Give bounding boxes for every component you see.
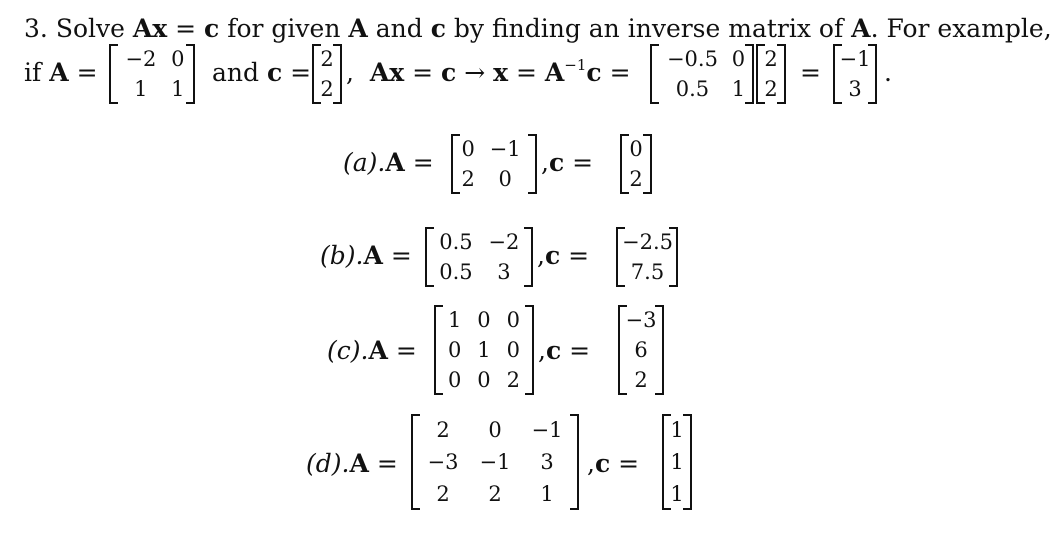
matrix-entry: 2	[629, 166, 643, 191]
equals-sign: =	[618, 449, 640, 478]
matrix-entries	[115, 44, 189, 104]
part-c-label	[327, 336, 417, 366]
part-c-c-label	[538, 336, 590, 366]
matrix-row	[839, 74, 871, 104]
equals-sign: =	[569, 336, 591, 365]
comma: ,	[346, 58, 354, 87]
statement-text: and	[367, 14, 431, 43]
part-a-matrix-A	[451, 134, 537, 194]
right-bracket	[655, 305, 664, 395]
right-bracket	[333, 44, 342, 104]
part-d-c-label	[587, 449, 639, 479]
matrix-entry: 0	[477, 307, 491, 332]
math-c: c	[586, 58, 602, 87]
equals-sign: =	[376, 449, 398, 478]
right-bracket	[528, 134, 537, 194]
right-bracket	[525, 305, 534, 395]
matrix-entry: 0	[477, 367, 491, 392]
math-c: c	[548, 148, 565, 177]
math-c: c	[266, 58, 283, 87]
statement-text: . For example,	[870, 14, 1052, 43]
matrix-entries	[457, 134, 531, 194]
matrix-entry: 0.5	[439, 229, 473, 254]
part-label: (b).	[320, 241, 364, 270]
matrix-entries	[440, 305, 528, 395]
matrix-entry: 1	[447, 307, 462, 332]
statement-text: by finding an inverse matrix of	[445, 14, 852, 43]
part-b-vector-c	[616, 227, 678, 287]
comma: ,	[538, 336, 546, 365]
math-c: c	[204, 14, 220, 43]
matrix-row	[115, 44, 189, 74]
matrix-entry: 0.5	[439, 259, 473, 284]
matrix-row	[417, 446, 573, 478]
matrix-row	[457, 164, 531, 194]
matrix-entry: 2	[461, 166, 475, 191]
math-c: c	[545, 336, 562, 365]
matrix-entry: 0	[488, 417, 502, 442]
matrix-row	[431, 227, 527, 257]
matrix-entry: 2	[320, 46, 334, 71]
part-label: (d).	[306, 449, 350, 478]
right-bracket	[186, 44, 195, 104]
matrix-entry: −0.5	[666, 46, 718, 71]
matrix-row	[624, 365, 658, 395]
matrix-entry: 1	[731, 76, 746, 101]
matrix-entry: 1	[670, 449, 684, 474]
matrix-entry: 2	[436, 417, 450, 442]
example-chain	[346, 58, 631, 91]
part-c-vector-c	[618, 305, 664, 395]
matrix-entry: 2	[764, 46, 778, 71]
matrix-entries	[839, 44, 871, 104]
matrix-entry: −1	[489, 136, 521, 161]
right-bracket	[745, 44, 754, 104]
comma: ,	[537, 241, 545, 270]
right-bracket	[524, 227, 533, 287]
part-a-vector-c	[620, 134, 652, 194]
statement-text: =	[167, 14, 205, 43]
math-A: A	[851, 14, 871, 43]
math-A: A	[385, 148, 405, 177]
equals-sign: =	[515, 58, 537, 87]
matrix-entry: 3	[540, 449, 554, 474]
matrix-entry: 0	[506, 307, 521, 332]
matrix-entry: 0	[731, 46, 746, 71]
math-A: A	[348, 14, 368, 43]
matrix-entry: 3	[497, 259, 511, 284]
matrix-entry: 1	[171, 76, 185, 101]
math-c: c	[594, 449, 611, 478]
matrix-entries	[624, 305, 658, 395]
matrix-entry: −3	[625, 307, 657, 332]
matrix-row	[417, 478, 573, 510]
problem-statement-line-1	[24, 14, 1052, 44]
math-c: c	[430, 14, 446, 43]
math-c: c	[441, 58, 457, 87]
matrix-entry: −1	[479, 449, 511, 474]
if-text: if	[24, 58, 50, 87]
matrix-entry: 0	[506, 337, 521, 362]
matrix-row	[417, 414, 573, 446]
equals-sign: =	[390, 241, 412, 270]
matrix-row	[624, 335, 658, 365]
right-bracket	[868, 44, 877, 104]
matrix-entry: 2	[436, 481, 450, 506]
equals-sign: =	[412, 58, 434, 87]
matrix-entries	[656, 44, 748, 104]
math-Ax: Ax	[132, 14, 168, 43]
equals-sign: =	[395, 336, 417, 365]
equals-sign: =	[609, 58, 631, 87]
example-period: .	[884, 58, 892, 87]
part-b-label	[320, 241, 412, 271]
example-result-vector	[833, 44, 877, 104]
matrix-row	[457, 134, 531, 164]
matrix-entry: 2	[764, 76, 778, 101]
matrix-row	[115, 74, 189, 104]
matrix-entry: 1	[670, 417, 684, 442]
math-A: A	[368, 336, 388, 365]
matrix-entry: −2	[125, 46, 157, 71]
part-label: (c).	[327, 336, 369, 365]
matrix-entry: −2.5	[622, 229, 673, 254]
part-d-label	[306, 449, 398, 479]
part-b-c-label	[537, 241, 589, 271]
inverse-superscript: −1	[564, 56, 587, 74]
problem-number: 3.	[24, 14, 48, 43]
comma: ,	[541, 148, 549, 177]
matrix-entry: 6	[634, 337, 648, 362]
equals-sign: =	[572, 148, 594, 177]
matrix-entry: 0	[447, 367, 462, 392]
statement-text: Solve	[55, 14, 133, 43]
equals-sign: =	[412, 148, 434, 177]
equals-sign: =	[290, 58, 312, 87]
right-bracket	[683, 414, 692, 510]
matrix-row	[440, 335, 528, 365]
matrix-entry: −3	[427, 449, 459, 474]
matrix-entry: 2	[634, 367, 648, 392]
matrix-row	[622, 257, 673, 287]
matrix-row	[431, 257, 527, 287]
math-Ax: Ax	[369, 58, 405, 87]
matrix-entry: −1	[839, 46, 871, 71]
matrix-entry: 1	[670, 481, 684, 506]
matrix-entries	[431, 227, 527, 287]
matrix-entry: 2	[488, 481, 502, 506]
matrix-entry: 1	[477, 337, 491, 362]
matrix-row	[622, 227, 673, 257]
example-if-label	[24, 58, 98, 88]
matrix-entry: 0	[171, 46, 185, 71]
part-d-matrix-A	[411, 414, 579, 510]
math-A: A	[363, 241, 383, 270]
matrix-entry: 0	[629, 136, 643, 161]
example-matrix-Ainv	[650, 44, 754, 104]
matrix-entry: 0.5	[675, 76, 710, 101]
matrix-row	[839, 44, 871, 74]
equals-sign: =	[568, 241, 590, 270]
matrix-entry: 1	[134, 76, 148, 101]
matrix-entry: 1	[540, 481, 554, 506]
matrix-entry: 0	[461, 136, 475, 161]
part-a-c-label	[541, 148, 593, 178]
matrix-entry: 2	[320, 76, 334, 101]
math-A: A	[544, 58, 565, 87]
statement-text: for given	[219, 14, 349, 43]
example-vector-c	[312, 44, 342, 104]
part-b-matrix-A	[425, 227, 533, 287]
right-bracket	[643, 134, 652, 194]
math-A: A	[349, 449, 369, 478]
matrix-row	[624, 305, 658, 335]
matrix-entry: 2	[506, 367, 521, 392]
equals-sign: =	[76, 58, 98, 87]
math-c: c	[544, 241, 561, 270]
math-A: A	[49, 58, 69, 87]
matrix-entry: 7.5	[630, 259, 665, 284]
right-bracket	[777, 44, 786, 104]
part-d-vector-c	[662, 414, 692, 510]
matrix-entry: 0	[447, 337, 462, 362]
matrix-entry: 3	[848, 76, 862, 101]
matrix-entries	[622, 227, 673, 287]
right-bracket	[669, 227, 678, 287]
right-bracket	[570, 414, 579, 510]
comma: ,	[587, 449, 595, 478]
part-c-matrix-A	[434, 305, 534, 395]
matrix-row	[440, 305, 528, 335]
and-text: and	[212, 58, 267, 87]
matrix-row	[656, 74, 748, 104]
matrix-entries	[417, 414, 573, 510]
part-a-label	[343, 148, 434, 178]
example-and-label	[212, 58, 311, 88]
example-vector-c-mult	[756, 44, 786, 104]
matrix-entry: 0	[498, 166, 512, 191]
example-equals: =	[800, 58, 821, 87]
example-matrix-A	[109, 44, 195, 104]
matrix-row	[656, 44, 748, 74]
arrow-symbol: →	[464, 58, 486, 87]
matrix-entry: −1	[531, 417, 563, 442]
part-label: (a).	[343, 148, 386, 177]
matrix-row	[440, 365, 528, 395]
matrix-entry: −2	[488, 229, 520, 254]
math-x: x	[493, 58, 509, 87]
